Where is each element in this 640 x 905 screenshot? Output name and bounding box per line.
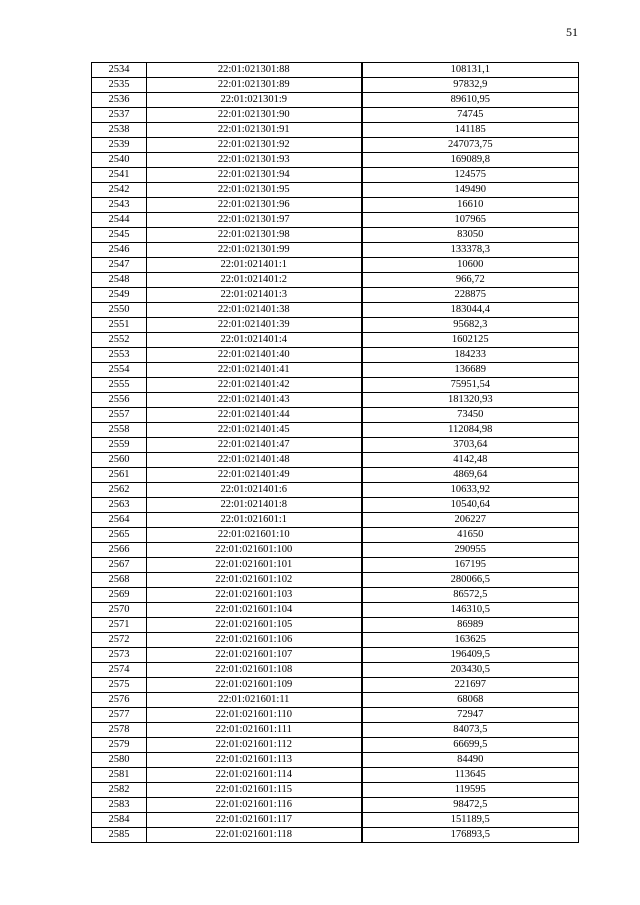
cadastral-number-cell: 22:01:021401:4 — [147, 333, 362, 348]
row-number-cell: 2580 — [92, 753, 147, 768]
table-row — [92, 708, 579, 723]
cadastral-value-cell: 10633,92 — [362, 483, 579, 498]
row-number-cell: 2540 — [92, 153, 147, 168]
cadastral-number-cell: 22:01:021601:100 — [147, 543, 362, 558]
table-row — [92, 528, 579, 543]
cadastral-number-cell: 22:01:021301:96 — [147, 198, 362, 213]
cadastral-number-cell: 22:01:021401:41 — [147, 363, 362, 378]
cadastral-value-cell: 1602125 — [362, 333, 579, 348]
table-row — [92, 738, 579, 753]
cadastral-value-cell: 206227 — [362, 513, 579, 528]
table-row — [92, 348, 579, 363]
row-number-cell: 2561 — [92, 468, 147, 483]
cadastral-value-cell: 141185 — [362, 123, 579, 138]
cadastral-number-cell: 22:01:021601:10 — [147, 528, 362, 543]
cadastral-number-cell: 22:01:021401:45 — [147, 423, 362, 438]
cadastral-number-cell: 22:01:021601:113 — [147, 753, 362, 768]
cadastral-number-cell: 22:01:021401:8 — [147, 498, 362, 513]
row-number-cell: 2563 — [92, 498, 147, 513]
table-row — [92, 78, 579, 93]
row-number-cell: 2543 — [92, 198, 147, 213]
cadastral-number-cell: 22:01:021601:111 — [147, 723, 362, 738]
row-number-cell: 2545 — [92, 228, 147, 243]
table-row — [92, 513, 579, 528]
table-row — [92, 438, 579, 453]
cadastral-number-cell: 22:01:021601:104 — [147, 603, 362, 618]
cadastral-value-cell: 73450 — [362, 408, 579, 423]
cadastral-number-cell: 22:01:021601:103 — [147, 588, 362, 603]
table-row — [92, 378, 579, 393]
cadastral-value-cell: 176893,5 — [362, 828, 579, 843]
row-number-cell: 2549 — [92, 288, 147, 303]
table-row — [92, 423, 579, 438]
cadastral-number-cell: 22:01:021601:108 — [147, 663, 362, 678]
row-number-cell: 2573 — [92, 648, 147, 663]
cadastral-number-cell: 22:01:021401:1 — [147, 258, 362, 273]
cadastral-value-cell: 10540,64 — [362, 498, 579, 513]
row-number-cell: 2569 — [92, 588, 147, 603]
table-row — [92, 693, 579, 708]
cadastral-value-cell: 108131,1 — [362, 63, 579, 78]
row-number-cell: 2535 — [92, 78, 147, 93]
table-row — [92, 393, 579, 408]
cadastral-value-cell: 966,72 — [362, 273, 579, 288]
table-row — [92, 588, 579, 603]
row-number-cell: 2583 — [92, 798, 147, 813]
table-row — [92, 303, 579, 318]
row-number-cell: 2576 — [92, 693, 147, 708]
table-row — [92, 558, 579, 573]
row-number-cell: 2565 — [92, 528, 147, 543]
row-number-cell: 2547 — [92, 258, 147, 273]
cadastral-value-cell: 184233 — [362, 348, 579, 363]
row-number-cell: 2539 — [92, 138, 147, 153]
cadastral-value-cell: 86572,5 — [362, 588, 579, 603]
cadastral-number-cell: 22:01:021401:2 — [147, 273, 362, 288]
table-row — [92, 573, 579, 588]
cadastral-value-cell: 167195 — [362, 558, 579, 573]
row-number-cell: 2553 — [92, 348, 147, 363]
cadastral-number-cell: 22:01:021401:47 — [147, 438, 362, 453]
row-number-cell: 2578 — [92, 723, 147, 738]
cadastral-number-cell: 22:01:021301:95 — [147, 183, 362, 198]
cadastral-value-cell: 72947 — [362, 708, 579, 723]
cadastral-number-cell: 22:01:021601:11 — [147, 693, 362, 708]
row-number-cell: 2548 — [92, 273, 147, 288]
row-number-cell: 2579 — [92, 738, 147, 753]
cadastral-number-cell: 22:01:021301:9 — [147, 93, 362, 108]
table-row — [92, 63, 579, 78]
cadastral-number-cell: 22:01:021301:92 — [147, 138, 362, 153]
cadastral-value-cell: 133378,3 — [362, 243, 579, 258]
row-number-cell: 2562 — [92, 483, 147, 498]
table-row — [92, 213, 579, 228]
table-row — [92, 723, 579, 738]
row-number-cell: 2575 — [92, 678, 147, 693]
table-row — [92, 243, 579, 258]
cadastral-value-cell: 112084,98 — [362, 423, 579, 438]
cadastral-number-cell: 22:01:021601:112 — [147, 738, 362, 753]
table-row — [92, 633, 579, 648]
row-number-cell: 2571 — [92, 618, 147, 633]
table-row — [92, 183, 579, 198]
cadastral-value-cell: 181320,93 — [362, 393, 579, 408]
cadastral-value-cell: 163625 — [362, 633, 579, 648]
cadastral-number-cell: 22:01:021601:106 — [147, 633, 362, 648]
cadastral-value-cell: 228875 — [362, 288, 579, 303]
table-row — [92, 543, 579, 558]
table-row — [92, 648, 579, 663]
cadastral-value-cell: 107965 — [362, 213, 579, 228]
table-row — [92, 768, 579, 783]
cadastral-number-cell: 22:01:021301:88 — [147, 63, 362, 78]
table-row — [92, 198, 579, 213]
row-number-cell: 2544 — [92, 213, 147, 228]
cadastral-number-cell: 22:01:021401:44 — [147, 408, 362, 423]
table-row — [92, 828, 579, 843]
cadastral-value-cell: 95682,3 — [362, 318, 579, 333]
table-row — [92, 408, 579, 423]
cadastral-value-cell: 221697 — [362, 678, 579, 693]
cadastral-number-cell: 22:01:021401:6 — [147, 483, 362, 498]
row-number-cell: 2564 — [92, 513, 147, 528]
row-number-cell: 2552 — [92, 333, 147, 348]
table-row — [92, 603, 579, 618]
table-row — [92, 813, 579, 828]
table-row — [92, 153, 579, 168]
cadastral-number-cell: 22:01:021301:93 — [147, 153, 362, 168]
cadastral-number-cell: 22:01:021401:38 — [147, 303, 362, 318]
row-number-cell: 2542 — [92, 183, 147, 198]
table-body — [92, 63, 579, 843]
cadastral-number-cell: 22:01:021301:89 — [147, 78, 362, 93]
page-number: 51 — [566, 25, 578, 39]
cadastral-value-cell: 169089,8 — [362, 153, 579, 168]
cadastral-value-cell: 124575 — [362, 168, 579, 183]
row-number-cell: 2585 — [92, 828, 147, 843]
table-row — [92, 108, 579, 123]
cadastral-value-cell: 16610 — [362, 198, 579, 213]
cadastral-number-cell: 22:01:021601:118 — [147, 828, 362, 843]
cadastral-value-cell: 196409,5 — [362, 648, 579, 663]
cadastral-number-cell: 22:01:021601:102 — [147, 573, 362, 588]
cadastral-value-cell: 74745 — [362, 108, 579, 123]
cadastral-value-cell: 113645 — [362, 768, 579, 783]
table-row — [92, 228, 579, 243]
cadastral-value-cell: 75951,54 — [362, 378, 579, 393]
table-row — [92, 363, 579, 378]
cadastral-number-cell: 22:01:021401:39 — [147, 318, 362, 333]
row-number-cell: 2584 — [92, 813, 147, 828]
row-number-cell: 2560 — [92, 453, 147, 468]
row-number-cell: 2568 — [92, 573, 147, 588]
row-number-cell: 2574 — [92, 663, 147, 678]
table-row — [92, 618, 579, 633]
row-number-cell: 2582 — [92, 783, 147, 798]
cadastral-value-cell: 97832,9 — [362, 78, 579, 93]
cadastral-value-cell: 146310,5 — [362, 603, 579, 618]
table-row — [92, 663, 579, 678]
table-row — [92, 798, 579, 813]
cadastral-number-cell: 22:01:021301:99 — [147, 243, 362, 258]
cadastral-value-cell: 247073,75 — [362, 138, 579, 153]
cadastral-number-cell: 22:01:021601:110 — [147, 708, 362, 723]
cadastral-value-cell: 4869,64 — [362, 468, 579, 483]
table-row — [92, 468, 579, 483]
cadastral-value-cell: 3703,64 — [362, 438, 579, 453]
row-number-cell: 2557 — [92, 408, 147, 423]
row-number-cell: 2556 — [92, 393, 147, 408]
table-row — [92, 168, 579, 183]
cadastral-value-cell: 84073,5 — [362, 723, 579, 738]
cadastral-number-cell: 22:01:021401:42 — [147, 378, 362, 393]
table-row — [92, 93, 579, 108]
table-row — [92, 453, 579, 468]
cadastral-number-cell: 22:01:021301:97 — [147, 213, 362, 228]
table-row — [92, 288, 579, 303]
cadastral-number-cell: 22:01:021601:107 — [147, 648, 362, 663]
row-number-cell: 2570 — [92, 603, 147, 618]
cadastral-number-cell: 22:01:021601:114 — [147, 768, 362, 783]
table-row — [92, 483, 579, 498]
table-row — [92, 273, 579, 288]
table-row — [92, 333, 579, 348]
table-row — [92, 678, 579, 693]
cadastral-value-cell: 98472,5 — [362, 798, 579, 813]
row-number-cell: 2536 — [92, 93, 147, 108]
cadastral-number-cell: 22:01:021301:90 — [147, 108, 362, 123]
cadastral-value-cell: 119595 — [362, 783, 579, 798]
cadastral-number-cell: 22:01:021601:116 — [147, 798, 362, 813]
row-number-cell: 2577 — [92, 708, 147, 723]
row-number-cell: 2546 — [92, 243, 147, 258]
cadastral-value-cell: 4142,48 — [362, 453, 579, 468]
cadastral-value-cell: 68068 — [362, 693, 579, 708]
row-number-cell: 2551 — [92, 318, 147, 333]
table-row — [92, 318, 579, 333]
table-row — [92, 138, 579, 153]
table-row — [92, 783, 579, 798]
cadastral-number-cell: 22:01:021401:3 — [147, 288, 362, 303]
cadastral-number-cell: 22:01:021301:98 — [147, 228, 362, 243]
cadastral-number-cell: 22:01:021601:115 — [147, 783, 362, 798]
cadastral-number-cell: 22:01:021601:101 — [147, 558, 362, 573]
cadastral-value-cell: 66699,5 — [362, 738, 579, 753]
cadastral-value-cell: 84490 — [362, 753, 579, 768]
row-number-cell: 2558 — [92, 423, 147, 438]
row-number-cell: 2572 — [92, 633, 147, 648]
cadastral-value-cell: 89610,95 — [362, 93, 579, 108]
table-row — [92, 123, 579, 138]
cadastral-number-cell: 22:01:021301:91 — [147, 123, 362, 138]
cadastral-number-cell: 22:01:021601:1 — [147, 513, 362, 528]
cadastral-value-cell: 149490 — [362, 183, 579, 198]
cadastral-number-cell: 22:01:021401:48 — [147, 453, 362, 468]
row-number-cell: 2534 — [92, 63, 147, 78]
cadastral-value-cell: 83050 — [362, 228, 579, 243]
cadastral-value-cell: 41650 — [362, 528, 579, 543]
table-row — [92, 498, 579, 513]
row-number-cell: 2566 — [92, 543, 147, 558]
cadastral-number-cell: 22:01:021301:94 — [147, 168, 362, 183]
cadastral-value-cell: 203430,5 — [362, 663, 579, 678]
cadastral-value-cell: 290955 — [362, 543, 579, 558]
table-row — [92, 753, 579, 768]
cadastral-number-cell: 22:01:021401:40 — [147, 348, 362, 363]
row-number-cell: 2537 — [92, 108, 147, 123]
row-number-cell: 2550 — [92, 303, 147, 318]
cadastral-value-cell: 151189,5 — [362, 813, 579, 828]
cadastral-value-table — [91, 62, 579, 843]
cadastral-number-cell: 22:01:021401:43 — [147, 393, 362, 408]
cadastral-value-cell: 280066,5 — [362, 573, 579, 588]
cadastral-value-cell: 183044,4 — [362, 303, 579, 318]
cadastral-number-cell: 22:01:021601:109 — [147, 678, 362, 693]
row-number-cell: 2554 — [92, 363, 147, 378]
row-number-cell: 2538 — [92, 123, 147, 138]
row-number-cell: 2567 — [92, 558, 147, 573]
cadastral-value-cell: 10600 — [362, 258, 579, 273]
cadastral-value-cell: 136689 — [362, 363, 579, 378]
cadastral-value-cell: 86989 — [362, 618, 579, 633]
table-row — [92, 258, 579, 273]
row-number-cell: 2581 — [92, 768, 147, 783]
cadastral-number-cell: 22:01:021601:105 — [147, 618, 362, 633]
row-number-cell: 2559 — [92, 438, 147, 453]
row-number-cell: 2541 — [92, 168, 147, 183]
cadastral-number-cell: 22:01:021601:117 — [147, 813, 362, 828]
cadastral-number-cell: 22:01:021401:49 — [147, 468, 362, 483]
row-number-cell: 2555 — [92, 378, 147, 393]
